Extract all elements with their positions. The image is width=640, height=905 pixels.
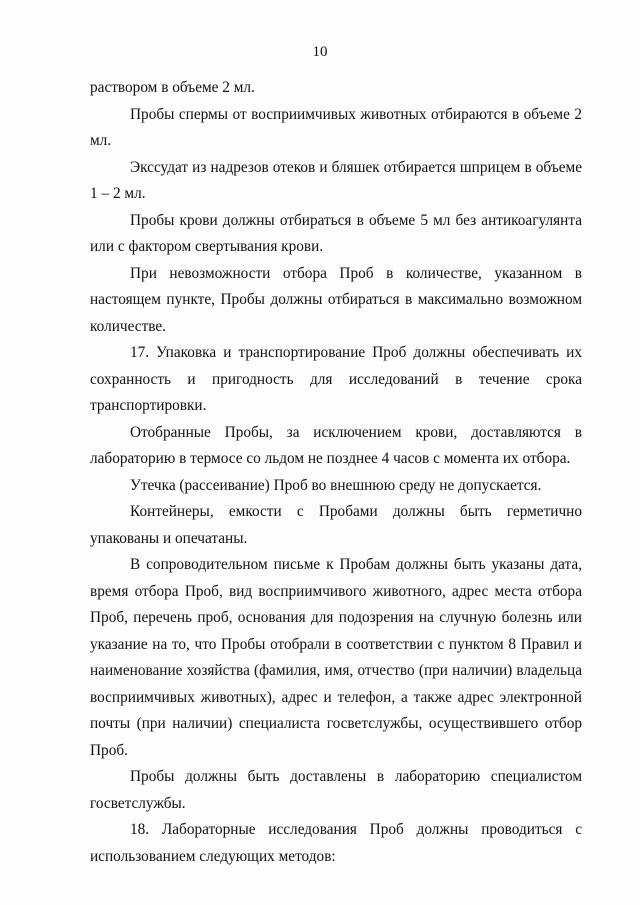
paragraph: раствором в объеме 2 мл. xyxy=(90,79,255,96)
page-number: 10 xyxy=(312,44,328,60)
paragraph: Пробы должны быть доставлены в лабораторию специалистом госветслужбы. xyxy=(90,768,582,812)
paragraph: В сопроводительном письме к Пробам должны быть указаны дата, время отбора Проб, вид восприимчивого животного, адрес места отбора Проб, перечень проб, основания для подозрения на случную болезнь или указание на то, что Пробы отобрали в соответствии с пунктом 8 Правил и наименование хозяйства (фамилия, имя, отчество (при наличии) владельца восприимчивых животных), адрес и телефон, а также адрес электронной почты (при наличии) специалиста госветслужбы, осуществившего отбор Проб. xyxy=(90,556,582,759)
paragraph: 17. Упаковка и транспортирование Проб должны обеспечивать их сохранность и пригодность для исследований в течение срока транспортировки. xyxy=(90,344,582,414)
paragraph: Утечка (рассеивание) Проб во внешнюю среду не допускается. xyxy=(130,476,542,494)
paragraph: Пробы спермы от восприимчивых животных отбираются в объеме 2 мл. xyxy=(90,105,582,149)
paragraph: Контейнеры, емкости с Пробами должны быть герметично упакованы и опечатаны. xyxy=(90,503,582,547)
paragraph: 18. Лабораторные исследования Проб должны проводиться с использованием следующих методов: xyxy=(90,821,582,865)
paragraph: При невозможности отбора Проб в количестве, указанном в настоящем пункте, Пробы должны отбираться в максимально возможном количестве. xyxy=(90,264,582,335)
paragraph: Экссудат из надрезов отеков и бляшек отбирается шприцем в объеме 1 – 2 мл. xyxy=(90,158,582,202)
document-body xyxy=(90,75,582,870)
paragraph: Пробы крови должны отбираться в объеме 5 мл без антикоагулянта или с фактором свертывания крови. xyxy=(90,211,582,255)
paragraph: Отобранные Пробы, за исключением крови, доставляются в лабораторию в термосе со льдом не позднее 4 часов с момента их отбора. xyxy=(90,423,582,467)
